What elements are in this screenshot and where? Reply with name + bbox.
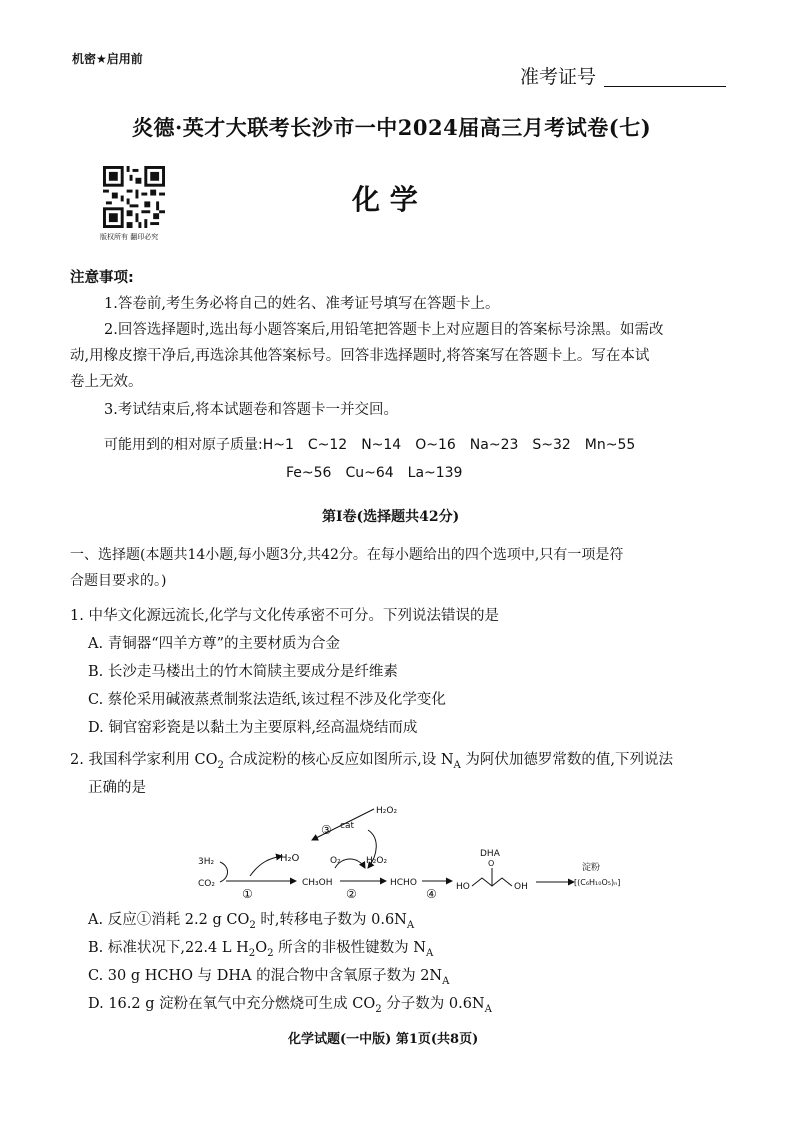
page-footer: 化学试题(一中版) 第1页(共8页) xyxy=(288,1032,479,1047)
part-intro-line-1: 一、选择题(本题共14小题,每小题3分,共42分。在每小题给出的四个选项中,只有一项是符 xyxy=(70,547,624,563)
qr-code-image xyxy=(103,166,165,228)
diagram-3h2: 3H₂ xyxy=(198,857,215,867)
note-1: 1.答卷前,考生务必将自己的姓名、准考证号填写在答题卡上。 xyxy=(104,296,500,312)
q2-stem-line-2: 正确的是 xyxy=(88,780,146,796)
q2-option-b: B. 标准状况下,22.4 L $H_2O_2$ 所含的非极性键数为 $N_A$ xyxy=(88,940,434,959)
diagram-cat: cat xyxy=(340,821,354,831)
diagram-dha-ho: HO xyxy=(456,882,470,892)
diagram-reactant-brace xyxy=(220,862,228,882)
diagram-dha-o: O xyxy=(488,859,495,868)
reaction-diagram xyxy=(190,800,630,900)
diagram-dha-oh: OH xyxy=(514,882,528,892)
diagram-h2o2-top: H₂O₂ xyxy=(376,806,398,816)
diagram-step-3: ③ xyxy=(321,823,332,837)
diagram-step-1: ① xyxy=(242,887,253,900)
diagram-co2: CO₂ xyxy=(198,879,215,889)
diagram-ch3oh: CH₃OH xyxy=(302,878,333,888)
exam-title: 炎德·英才大联考长沙市一中2024届高三月考试卷(七) xyxy=(132,115,652,140)
diagram-o2: O₂ xyxy=(330,856,341,866)
diagram-step-2: ② xyxy=(346,887,357,900)
q1-option-a: A. 青铜器“四羊方尊”的主要材质为合金 xyxy=(88,636,341,652)
diagram-step-4: ④ xyxy=(426,887,437,900)
q2-option-d: D. 16.2 g 淀粉在氧气中充分燃烧可生成 $CO_2$ 分子数为 $0.6N_A$ xyxy=(88,996,492,1015)
diagram-starch-label: 淀粉 xyxy=(582,863,601,873)
ticket-number-field[interactable] xyxy=(604,86,726,87)
q1-option-c: C. 蔡伦采用碱液蒸煮制浆法造纸,该过程不涉及化学变化 xyxy=(88,692,446,708)
subject-title: 化 学 xyxy=(352,183,418,216)
q1-stem: 1. 中华文化源远流长,化学与文化传承密不可分。下列说法错误的是 xyxy=(70,608,500,624)
qr-caption: 版权所有 翻印必究 xyxy=(100,233,159,241)
diagram-starch-formula: [(C₆H₁₀O₅)ₙ] xyxy=(574,878,621,887)
section-title: 第Ⅰ卷(选择题共42分) xyxy=(322,509,460,525)
q2-option-c: C. 30 g HCHO 与 DHA 的混合物中含氧原子数为 $2N_A$ xyxy=(88,968,450,987)
diagram-h2o2-mid: H₂O₂ xyxy=(366,856,388,866)
note-2-line-1: 2.回答选择题时,选出每小题答案后,用铅笔把答题卡上对应题目的答案标号涂黑。如需改 xyxy=(104,322,664,338)
part-intro-line-2: 合题目要求的。) xyxy=(70,573,167,589)
notes-heading: 注意事项: xyxy=(70,270,134,286)
q1-option-d: D. 铜官窑彩瓷是以黏土为主要原料,经高温烧结而成 xyxy=(88,720,418,736)
q2-stem-line-1: 2. 我国科学家利用 $CO_2$ 合成淀粉的核心反应如图所示,设 $N_A$ 为阿伏加德罗常数的值,下列说法 xyxy=(70,752,674,771)
ticket-number-label: 准考证号 xyxy=(520,66,597,88)
q1-option-b: B. 长沙走马楼出土的竹木简牍主要成分是纤维素 xyxy=(88,664,398,680)
atomic-mass-line-2: Fe~56 Cu~64 La~139 xyxy=(286,465,463,481)
atomic-mass-line-1: 可能用到的相对原子质量:H~1 C~12 N~14 O~16 Na~23 S~32 Mn~55 xyxy=(104,437,636,453)
note-3: 3.考试结束后,将本试题卷和答题卡一并交回。 xyxy=(104,402,398,418)
diagram-hcho: HCHO xyxy=(390,878,417,888)
diagram-h2o: H₂O xyxy=(280,853,300,864)
diagram-dha-label: DHA xyxy=(480,849,500,859)
q2-option-a: A. 反应①消耗 2.2 g $CO_2$ 时,转移电子数为 $0.6N_A$ xyxy=(88,912,415,931)
note-2-line-3: 卷上无效。 xyxy=(70,374,143,390)
note-2-line-2: 动,用橡皮擦干净后,再选涂其他答案标号。回答非选择题时,将答案写在答题卡上。写在本试 xyxy=(70,348,650,364)
confidential-mark: 机密★启用前 xyxy=(72,52,143,66)
diagram-h2o-curve xyxy=(250,856,282,876)
